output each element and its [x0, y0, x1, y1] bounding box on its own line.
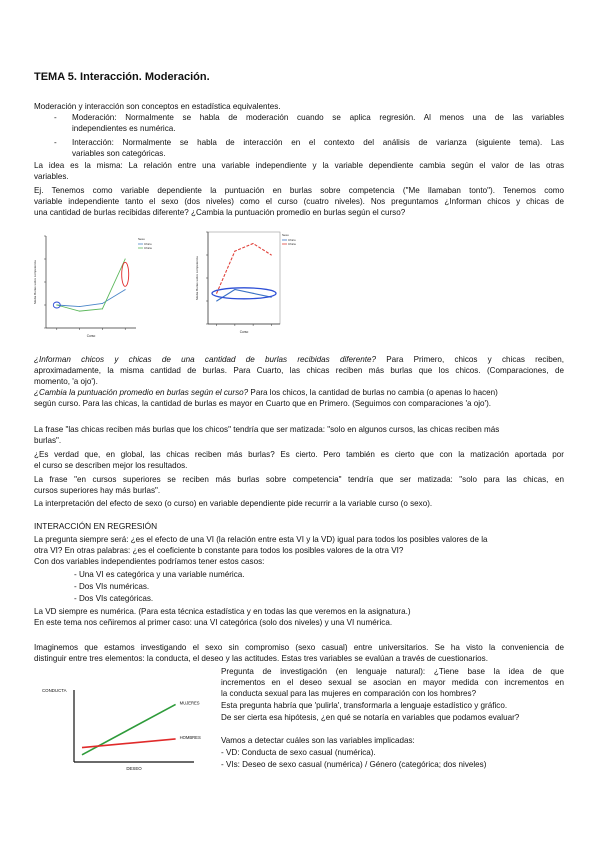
paragraph-line: La pregunta siempre será: ¿es el efecto de una VI (la relación entre esta VI y la VD) igual para todos los posibles valores de la [34, 535, 488, 544]
legend-title: Sexo [282, 233, 289, 237]
case-item: - Dos VIs categóricas. [74, 594, 154, 603]
bullet-moderacion-line2: independientes es numérica. [72, 124, 176, 133]
paragraph-line: En este tema nos ceñiremos al primer caso: una VI categórica (solo dos niveles) y una VI numérica. [34, 618, 393, 627]
plot-frame [208, 232, 280, 324]
data-point [79, 306, 80, 307]
question1-line2: aproximadamente, la misma cantidad de burlas. Para Cuarto, las chicas reciben más burlas que los chicos. (Comparaciones, de [34, 366, 564, 375]
paragraph-line: La frase "en cursos superiores se reciben más burlas sobre competencia" tendría que ser matizada: "solo para las chicas, en [34, 475, 564, 484]
paragraph-line: distinguir entre tres elementos: la conducta, el deseo y las actitudes. Estas tres variables se evalúan a través de cuestionarios. [34, 654, 488, 663]
question1-italic: ¿Informan chicos y chicas de una cantidad de burlas recibidas diferente? [34, 355, 376, 364]
data-point [253, 293, 254, 294]
paragraph-line: Ej. Tenemos como variable dependiente la puntuación en burlas sobre competencia ("Me llamaban tonto"). Tenemos como [34, 186, 564, 195]
series-line-chica [217, 244, 272, 294]
data-point [125, 259, 126, 260]
data-point [102, 303, 103, 304]
series-line-mujeres [82, 704, 176, 754]
data-point [56, 305, 57, 306]
data-point [216, 301, 217, 302]
case-item: - Dos VIs numéricas. [74, 582, 150, 591]
chart-burlas-1 [34, 226, 154, 344]
legend-label: Chica [144, 246, 152, 250]
question1-line3: momento, 'a ojo'). [34, 377, 98, 386]
case-item: - Una VI es categórica y una variable numérica. [74, 570, 245, 579]
paragraph-line: variable independiente tanto el sexo (dos niveles) como el curso (cuatro niveles). Nos preguntamos ¿Informan chicos y chicas de [34, 197, 564, 206]
chart-burlas-2 [196, 226, 300, 334]
variables-line: - VIs: Deseo de sexo casual (numérica) / Género (categórica; dos niveles) [221, 760, 487, 769]
data-point [271, 255, 272, 256]
paragraph-line: ¿Es verdad que, en global, las chicas reciben más burlas? Es cierto. Pero también es cierto que con la matización aportada por [34, 450, 564, 459]
x-axis-label: DESEO [126, 766, 142, 771]
x-axis-label: Curso [86, 334, 96, 338]
question1-rest: Para Primero, chicos y chicas reciben, [376, 355, 564, 364]
paragraph-line: otra VI? En otras palabras: ¿es el coeficiente b constante para todos los posibles valores de la otra VI? [34, 546, 404, 555]
y-axis-label: CONDUCTA [42, 688, 67, 693]
series-label: HOMBRES [179, 734, 201, 740]
right-column-line: la conducta sexual para las mujeres en comparación con los hombres? [221, 689, 477, 698]
section-heading: INTERACCIÓN EN REGRESIÓN [34, 521, 158, 531]
paragraph-line: La interpretación del efecto de sexo (o curso) en variable dependiente pide recurrir a la variable curso (o sexo). [34, 499, 433, 508]
right-column-line: incrementos en el deseo sexual se asocian en mayor medida con incrementos en [221, 678, 564, 687]
question2-line2: según curso. Para las chicas, la cantidad de burlas es mayor en Cuarto que en Primero. (Seguimos con comparaciones 'a ojo'). [34, 399, 492, 408]
series-line-chica [57, 259, 125, 311]
question2-line1 [34, 387, 498, 398]
legend-label: Chico [144, 242, 152, 246]
paragraph-line: Con dos variables independientes podríamos tener estos casos: [34, 557, 265, 566]
variables-line: - VD: Conducta de sexo casual (numérica). [221, 748, 376, 757]
right-column-line: De ser cierta esa hipótesis, ¿en qué se notaría en variables que podamos evaluar? [221, 713, 520, 722]
annotation-circle [122, 262, 129, 286]
data-point [79, 311, 80, 312]
paragraph-line: el curso se describen mejor los resultados. [34, 461, 188, 470]
annotation-ellipse [212, 288, 276, 299]
y-axis-label: Media Burlas sobre competencia [33, 260, 37, 304]
data-point [125, 289, 126, 290]
bullet-interaccion-line1: Interacción: Normalmente se habla de interacción en el contexto del análisis de varianza (siguiente tema). Las [72, 138, 564, 147]
data-point [216, 293, 217, 294]
paragraph-line: una cantidad de burlas recibidas diferente? ¿Cambia la puntuación promedio en burlas según el curso? [34, 208, 406, 217]
data-point [234, 289, 235, 290]
question2-italic: ¿Cambia la puntuación promedio en burlas según el curso? [34, 388, 249, 397]
data-point [253, 243, 254, 244]
paragraph-line: burlas". [34, 436, 62, 445]
intro-line: Moderación y interacción son conceptos en estadística equivalentes. [34, 102, 281, 111]
series-label: MUJERES [179, 700, 200, 706]
bullet-interaccion-line2: variables son categóricas. [72, 149, 166, 158]
chart-conducta-deseo [40, 680, 220, 776]
variables-line: Vamos a detectar cuáles son las variables implicadas: [221, 736, 415, 745]
legend-label: Chico [288, 238, 296, 242]
paragraph-line: La frase "las chicas reciben más burlas que los chicos" tendría que ser matizada: "solo en algunos cursos, las chicas reciben más [34, 425, 500, 434]
x-axis-label: Curso [239, 330, 249, 334]
right-column-line: Esta pregunta habría que 'pulirla', transformarla a lenguaje estadístico y gráfico. [221, 701, 508, 710]
data-point [234, 251, 235, 252]
page-title: TEMA 5. Interacción. Moderación. [34, 71, 210, 83]
legend-label: Chica [288, 242, 296, 246]
paragraph-line: La VD siempre es numérica. (Para esta técnica estadística y en todas las que veremos en la asignatura.) [34, 607, 411, 616]
right-column-line: Pregunta de investigación (en lenguaje natural): ¿Tiene base la idea de que [221, 667, 564, 676]
y-axis-label: Media Burlas sobre competencia [195, 256, 199, 300]
series-line-chico [57, 290, 125, 307]
paragraph-line: La idea es la misma: La relación entre una variable independiente y la variable dependiente cambia según el valor de las otras [34, 161, 564, 170]
question2-rest: Para los chicos, la cantidad de burlas no cambia (o apenas lo hacen) [248, 388, 498, 397]
series-line-hombres [82, 739, 176, 748]
paragraph-line: variables. [34, 172, 69, 181]
legend-title: Sexo [138, 237, 145, 241]
data-point [102, 308, 103, 309]
paragraph-line: cursos superiores hay más burlas". [34, 486, 161, 495]
paragraph-line: Imaginemos que estamos investigando el sexo sin compromiso (sexo casual) entre universitarios. Se ha visto la conveniencia de [34, 643, 564, 652]
bullet-marker: - [54, 138, 57, 147]
bullet-moderacion-line1: Moderación: Normalmente se habla de moderación cuando se aplica regresión. Al menos una de las variables [72, 113, 564, 122]
bullet-marker: - [54, 113, 57, 122]
question1-line1 [34, 354, 564, 365]
